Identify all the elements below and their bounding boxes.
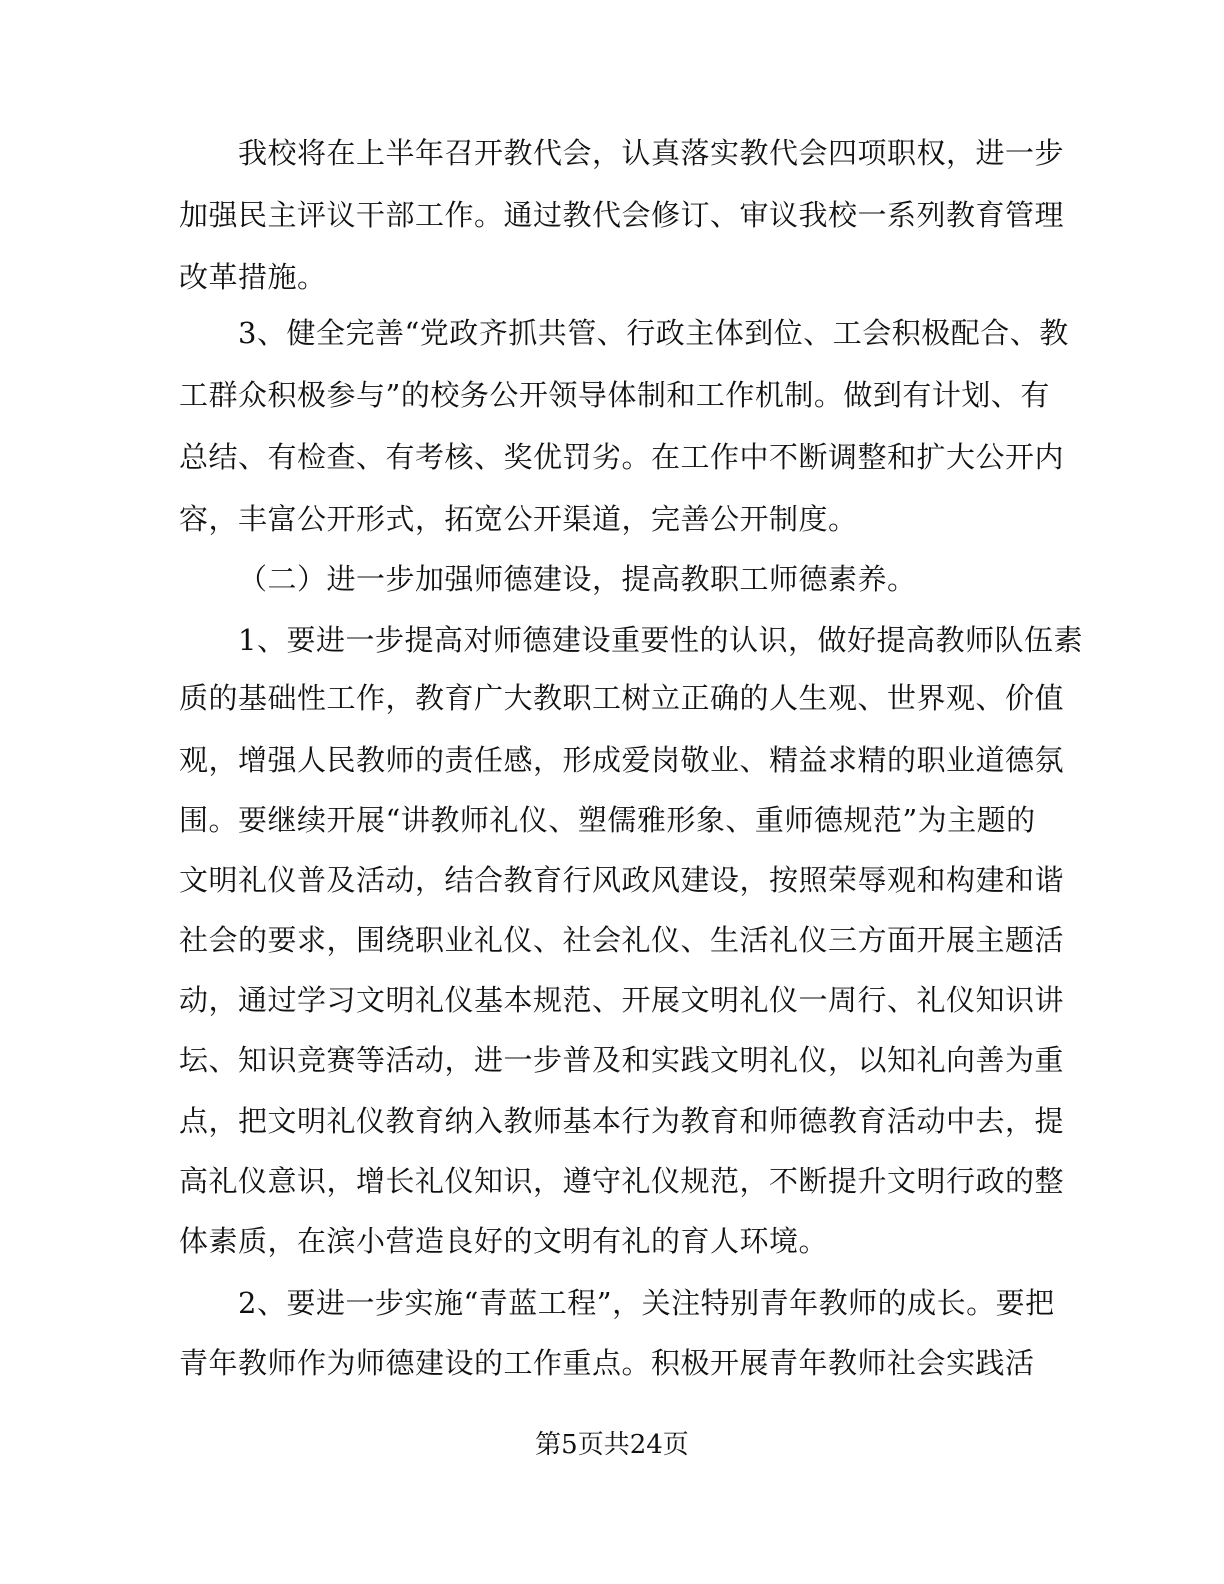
body-line: 工群众积极参与”的校务公开领导体制和工作机制。做到有计划、有 — [179, 378, 1050, 412]
body-line: 文明礼仪普及活动，结合教育行风政风建设，按照荣辱观和构建和谐 — [179, 863, 1065, 897]
body-line: 围。要继续开展“讲教师礼仪、塑儒雅形象、重师德规范”为主题的 — [179, 803, 1036, 837]
section-heading: （二）进一步加强师德建设，提高教职工师德素养。 — [238, 562, 917, 596]
body-line: 2、要进一步实施“青蓝工程”，关注特别青年教师的成长。要把 — [238, 1286, 1055, 1320]
body-line: 点，把文明礼仪教育纳入教师基本行为教育和师德教育活动中去，提 — [179, 1104, 1065, 1138]
page-number-footer: 第5页共24页 — [535, 1430, 689, 1460]
body-line: 总结、有检查、有考核、奖优罚劣。在工作中不断调整和扩大公开内 — [179, 440, 1065, 474]
body-line: 质的基础性工作，教育广大教职工树立正确的人生观、世界观、价值 — [179, 681, 1065, 715]
body-line: 1、要进一步提高对师德建设重要性的认识，做好提高教师队伍素 — [238, 623, 1083, 657]
body-line: 改革措施。 — [179, 260, 327, 294]
body-line: 3、健全完善“党政齐抓共管、行政主体到位、工会积极配合、教 — [238, 316, 1069, 350]
body-line: 动，通过学习文明礼仪基本规范、开展文明礼仪一周行、礼仪知识讲 — [179, 983, 1065, 1017]
body-line: 高礼仪意识，增长礼仪知识，遵守礼仪规范，不断提升文明行政的整 — [179, 1164, 1065, 1198]
body-line: 坛、知识竞赛等活动，进一步普及和实践文明礼仪，以知礼向善为重 — [179, 1043, 1065, 1077]
body-line: 观，增强人民教师的责任感，形成爱岗敬业、精益求精的职业道德氛 — [179, 743, 1065, 777]
body-line: 社会的要求，围绕职业礼仪、社会礼仪、生活礼仪三方面开展主题活 — [179, 923, 1065, 957]
body-line: 我校将在上半年召开教代会，认真落实教代会四项职权，进一步 — [238, 136, 1065, 170]
body-line: 加强民主评议干部工作。通过教代会修订、审议我校一系列教育管理 — [179, 198, 1065, 232]
body-line: 体素质，在滨小营造良好的文明有礼的育人环境。 — [179, 1224, 829, 1258]
body-line: 青年教师作为师德建设的工作重点。积极开展青年教师社会实践活 — [179, 1346, 1035, 1380]
body-line: 容，丰富公开形式，拓宽公开渠道，完善公开制度。 — [179, 502, 858, 536]
